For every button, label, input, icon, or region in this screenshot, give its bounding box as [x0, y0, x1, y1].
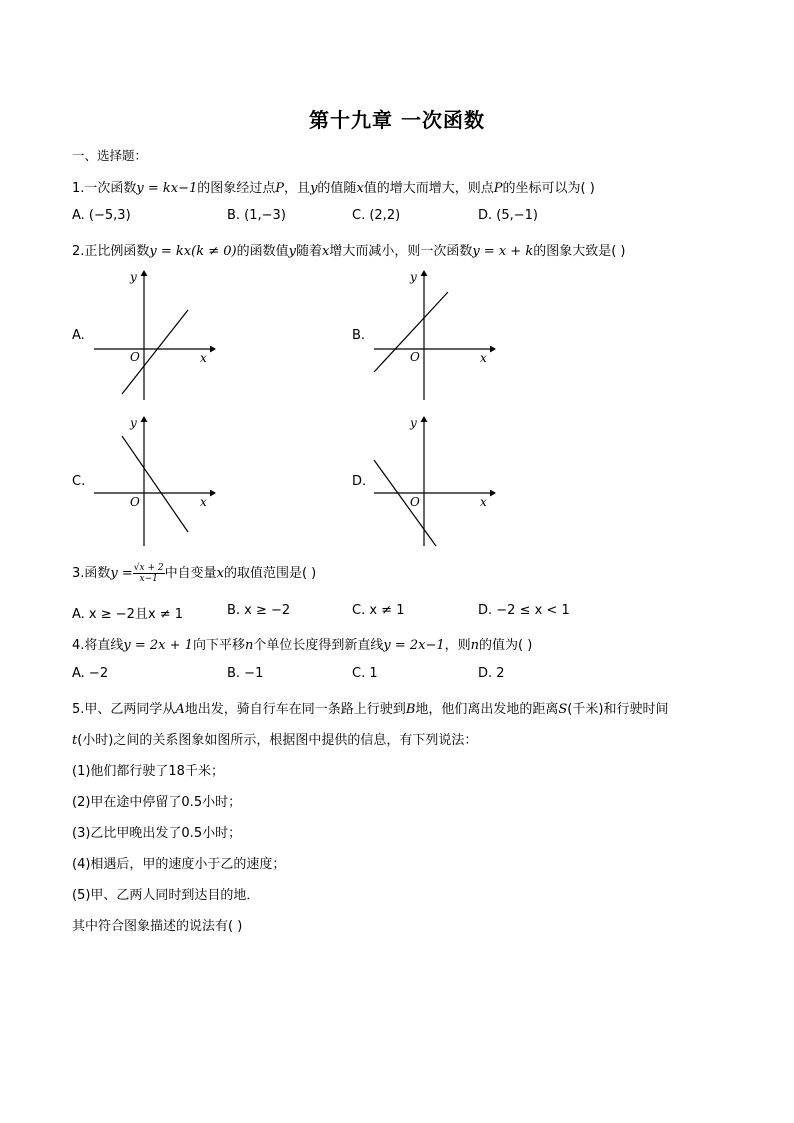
origin-label: O — [410, 495, 420, 509]
q2-equation: y = kx(k ≠ 0) — [149, 244, 237, 259]
q1-option-c: C. (2,2) — [352, 208, 401, 223]
q1-text-d: 的值随 — [317, 181, 357, 196]
q2-text-b: 的函数值 — [236, 244, 289, 259]
q4-text-a: 4.将直线 — [72, 638, 124, 653]
x-axis-label: x — [480, 495, 487, 509]
origin-label: O — [410, 350, 420, 364]
question-4 — [72, 634, 532, 653]
q5-text-1a: 5.甲、乙两同学从 — [72, 702, 176, 717]
q3-numerator: √x + 2 — [133, 563, 164, 573]
q1-text-b: 的图象经过点 — [197, 181, 276, 196]
x-axis-label: x — [480, 351, 487, 365]
x-axis-label: x — [200, 495, 207, 509]
page-title: 第十九章 一次函数 — [309, 108, 485, 132]
q2-option-a-label: A. — [72, 328, 85, 343]
q5-place-b: B — [405, 702, 416, 717]
q2-graph-c — [88, 412, 218, 548]
q1-var-x: x — [356, 181, 364, 196]
q1-equation: y = kx−1 — [136, 181, 198, 196]
q4-text-b: 向下平移 — [192, 638, 245, 653]
q5-var-t: t — [72, 733, 78, 748]
x-axis-arrow — [210, 346, 216, 353]
q1-option-a: A. (−5,3) — [72, 208, 131, 223]
y-axis-arrow — [141, 416, 148, 422]
q3-text-c: 的取值范围是( ) — [223, 566, 317, 581]
q4-text-d: ，则 — [444, 638, 471, 653]
x-axis-arrow — [490, 490, 496, 497]
q3-denominator: x−1 — [139, 574, 158, 584]
q4-equation-2: y = 2x−1 — [383, 638, 445, 653]
q2-text-a: 2.正比例函数 — [72, 244, 150, 259]
q3-text-a: 3.函数 — [72, 566, 111, 581]
q1-text-a: 1.一次函数 — [72, 181, 137, 196]
y-axis-arrow — [141, 270, 148, 276]
origin-label: O — [130, 350, 140, 364]
q1-text-c: ，且 — [284, 181, 311, 196]
q4-text-e: 的值为( ) — [479, 638, 533, 653]
q1-option-b: B. (1,−3) — [227, 208, 286, 223]
q2-graph-d — [368, 412, 498, 548]
q1-option-d: D. (5,−1) — [478, 208, 538, 223]
y-axis-label: y — [130, 270, 137, 284]
q4-option-b: B. −1 — [227, 666, 264, 681]
q4-option-a: A. −2 — [72, 666, 109, 681]
q2-graph-b — [368, 266, 498, 402]
q2-var-y: y — [288, 244, 296, 259]
x-axis-arrow — [210, 490, 216, 497]
function-line — [374, 460, 436, 546]
q2-text-d: 增大而减小，则一次函数 — [329, 244, 473, 259]
q5-text-2: (小时)之间的关系图象如图所示，根据图中提供的信息，有下列说法： — [77, 733, 478, 748]
question-1 — [72, 177, 595, 196]
q5-question-end: 其中符合图象描述的说法有( ) — [72, 919, 243, 934]
q3-option-b: B. x ≥ −2 — [227, 603, 291, 618]
origin-label: O — [130, 495, 140, 509]
q3-option-d: D. −2 ≤ x < 1 — [478, 603, 570, 618]
y-axis-label: y — [410, 270, 417, 284]
x-axis-arrow — [490, 346, 496, 353]
q5-text-1b: 地出发，骑自行车在同一条路上行驶到 — [184, 702, 406, 717]
q3-var-x: x — [216, 566, 224, 581]
q2-graph-a — [88, 266, 218, 402]
q3-fraction — [133, 563, 165, 584]
q4-var-n: n — [244, 638, 254, 653]
q2-option-c-label: C. — [72, 474, 86, 489]
question-5 — [72, 698, 668, 717]
q4-var-n2: n — [470, 638, 480, 653]
q3-text-b: 中自变量 — [164, 566, 217, 581]
q5-var-s: S — [558, 702, 568, 717]
q2-option-b-label: B. — [352, 328, 366, 343]
y-axis-label: y — [130, 416, 137, 430]
q1-text-f: 的坐标可以为( ) — [502, 181, 595, 196]
q3-option-a: A. x ≥ −2且x ≠ 1 — [72, 607, 184, 622]
q2-text-e: 的图象大致是( ) — [533, 244, 626, 259]
q1-point-p: P — [275, 181, 285, 196]
q1-point-p2: P — [493, 181, 503, 196]
y-axis-arrow — [421, 270, 428, 276]
question-3 — [72, 562, 316, 584]
q3-equation-lhs: y = — [110, 566, 133, 581]
section-heading: 一、选择题： — [72, 148, 148, 163]
q5-statement-1: (1)他们都行驶了18千米； — [72, 764, 224, 779]
q2-var-x: x — [321, 244, 330, 259]
q2-option-d-label: D. — [352, 474, 367, 489]
function-line — [122, 436, 188, 532]
q1-text-e: 值的增大而增大，则点 — [363, 181, 494, 196]
q4-equation: y = 2x + 1 — [123, 638, 193, 653]
q5-text-1d: (千米)和行驶时间 — [567, 702, 669, 717]
q4-text-c: 个单位长度得到新直线 — [253, 638, 384, 653]
question-5-line-2 — [72, 729, 477, 748]
q1-var-y: y — [310, 181, 318, 196]
y-axis-arrow — [421, 416, 428, 422]
q4-option-d: D. 2 — [478, 666, 505, 681]
y-axis-label: y — [410, 416, 417, 430]
q5-statement-2: (2)甲在途中停留了0.5小时； — [72, 795, 242, 810]
q2-equation-2: y = x + k — [472, 244, 534, 259]
q5-statement-5: (5)甲、乙两人同时到达目的地． — [72, 888, 260, 903]
q5-text-1c: 地，他们离出发地的距离 — [415, 702, 559, 717]
q5-statement-4: (4)相遇后，甲的速度小于乙的速度； — [72, 857, 286, 872]
x-axis-label: x — [200, 351, 207, 365]
q4-option-c: C. 1 — [352, 666, 378, 681]
q2-text-c: 随着 — [295, 244, 322, 259]
q3-option-c: C. x ≠ 1 — [352, 603, 405, 618]
question-2 — [72, 240, 625, 259]
q5-statement-3: (3)乙比甲晚出发了0.5小时； — [72, 826, 242, 841]
q5-place-a: A — [175, 702, 185, 717]
